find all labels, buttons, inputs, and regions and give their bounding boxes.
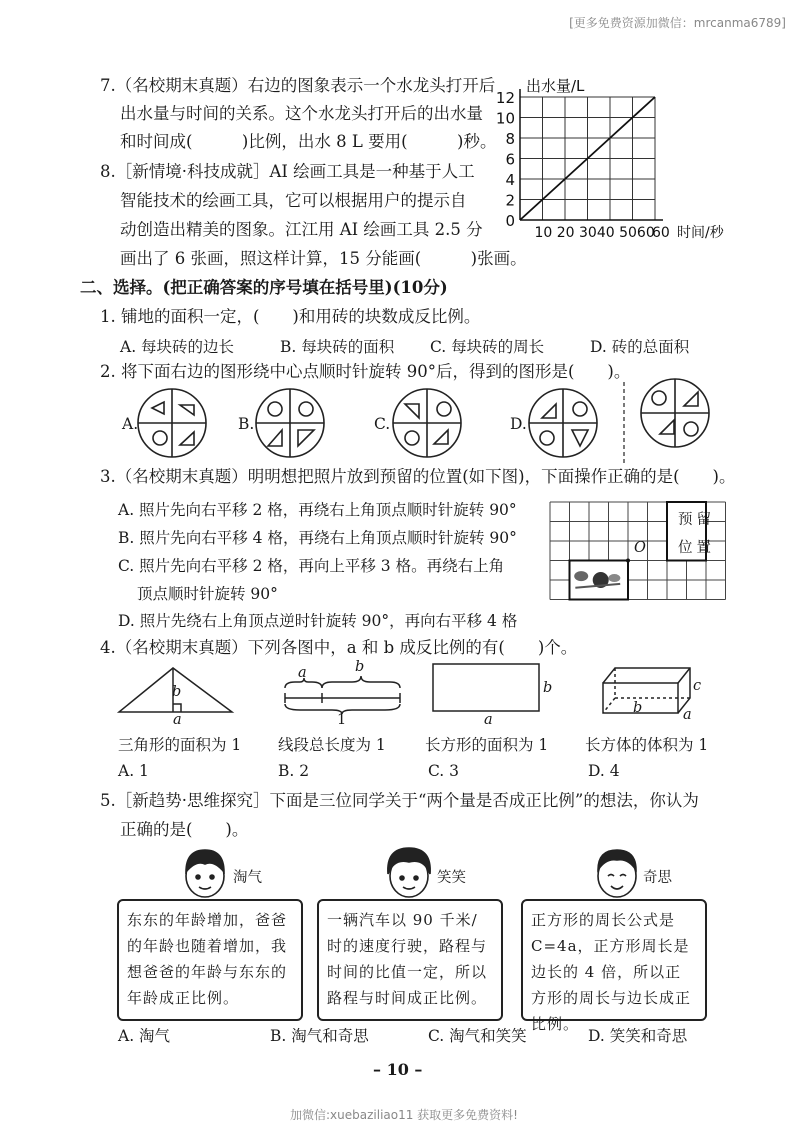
- q4-option-a[interactable]: A. 1: [118, 762, 149, 780]
- chart-y-tick-label: 2: [505, 191, 515, 210]
- q3-option-c[interactable]: C. 照片先向右平移 2 格，再向上平移 3 格。再绕右上角: [118, 557, 505, 575]
- page-number: – 10 –: [373, 1060, 423, 1079]
- q4-caption-3: 长方形的面积为 1: [425, 736, 549, 754]
- chart-y-tick-label: 12: [495, 89, 515, 107]
- q4-seg-b: b: [355, 659, 365, 675]
- student-name-xiaoxiao: 笑笑: [437, 870, 466, 886]
- chart-y-tick-label: 8: [505, 130, 515, 148]
- chart-x-axis-title: 时间/秒: [677, 225, 724, 241]
- speech-bubble-taoqi: 东东的年龄增加，爸爸的年龄也随着增加，我想爸爸的年龄与东东的年龄成正比例。: [117, 899, 303, 1021]
- reserve-label-2: 位置: [678, 540, 715, 556]
- q4-caption-2: 线段总长度为 1: [278, 736, 386, 754]
- q5-option-b[interactable]: B. 淘气和奇思: [270, 1027, 369, 1045]
- speech-bubble-qisi: 正方形的周长公式是 C=4a，正方形周长是边长的 4 倍，所以正方形的周长与边长成正比例。: [521, 899, 707, 1021]
- q4-tri-a: a: [173, 712, 182, 728]
- q7-line-1: 7.（名校期末真题）右边的图象表示一个水龙头打开后: [100, 76, 496, 95]
- section-2-title: 二、选择。(把正确答案的序号填在括号里)(10分): [80, 278, 448, 297]
- q2-option-d[interactable]: D.: [510, 415, 527, 433]
- q8-line-1: 8.［新情境·科技成就］AI 绘画工具是一种基于人工: [100, 162, 475, 181]
- q1-option-c[interactable]: C. 每块砖的周长: [430, 338, 545, 356]
- q4-cub-c: c: [693, 678, 702, 694]
- q4-stem: 4.（名校期末真题）下列各图中，a 和 b 成反比例的有( )个。: [100, 638, 578, 657]
- q4-tri-b: b: [172, 684, 182, 700]
- q5-option-a[interactable]: A. 淘气: [118, 1027, 171, 1045]
- q1-option-a[interactable]: A. 每块砖的边长: [120, 338, 235, 356]
- reserve-label-1: 预留: [678, 512, 715, 528]
- q1-option-b[interactable]: B. 每块砖的面积: [280, 338, 395, 356]
- chart-y-tick-label: 0: [505, 212, 515, 230]
- q8-line-4: 画出了 6 张画，照这样计算，15 分能画( )张画。: [120, 249, 527, 268]
- q1-stem: 1. 铺地的面积一定，( )和用砖的块数成反比例。: [100, 307, 481, 326]
- q8-line-3: 动创造出精美的图象。江江用 AI 绘画工具 2.5 分: [120, 220, 483, 239]
- q3-option-c-cont: 顶点顺时针旋转 90°: [137, 585, 278, 603]
- q4-rect-a: a: [484, 712, 493, 728]
- q3-option-a[interactable]: A. 照片先向右平移 2 格，再绕右上角顶点顺时针旋转 90°: [118, 501, 517, 519]
- bottom-watermark: 加微信:xuebaziliao11 获取更多免费资料!: [290, 1108, 518, 1122]
- q4-seg-a: a: [298, 665, 307, 681]
- chart-x-tick-label: 60: [652, 225, 670, 241]
- q1-option-d[interactable]: D. 砖的总面积: [590, 338, 690, 356]
- chart-y-tick-label: 4: [505, 171, 515, 189]
- speech-bubble-xiaoxiao: 一辆汽车以 90 千米/时的速度行驶，路程与时间的比值一定，所以路程与时间成正比例。: [317, 899, 503, 1021]
- q3-option-d[interactable]: D. 照片先绕右上角顶点逆时针旋转 90°，再向右平移 4 格: [118, 612, 518, 630]
- q4-cub-a: a: [683, 707, 692, 723]
- q4-caption-1: 三角形的面积为 1: [118, 736, 242, 754]
- q4-seg-one: 1: [337, 712, 347, 728]
- origin-label: O: [634, 540, 646, 556]
- q4-caption-4: 长方体的体积为 1: [585, 736, 709, 754]
- q7-line-3: 和时间成( )比例，出水 8 L 要用( )秒。: [120, 132, 497, 151]
- student-name-taoqi: 淘气: [233, 870, 262, 886]
- chart-x-tick-labels: 10 20 3040 5060: [534, 225, 655, 241]
- q2-stem: 2. 将下面右边的图形绕中心点顺时针旋转 90°后，得到的图形是( )。: [100, 362, 631, 381]
- q2-option-b[interactable]: B.: [238, 415, 255, 433]
- q4-option-d[interactable]: D. 4: [588, 762, 620, 780]
- q5-option-d[interactable]: D. 笑笑和奇思: [588, 1027, 688, 1045]
- student-name-qisi: 奇思: [643, 870, 672, 886]
- q4-option-c[interactable]: C. 3: [428, 762, 460, 780]
- q3-option-b[interactable]: B. 照片先向右平移 4 格，再绕右上角顶点顺时针旋转 90°: [118, 529, 517, 547]
- q5-stem-1: 5.［新趋势·思维探究］下面是三位同学关于“两个量是否成正比例”的想法，你认为: [100, 791, 699, 810]
- q8-line-2: 智能技术的绘画工具，它可以根据用户的提示自: [120, 191, 467, 210]
- chart-y-tick-label: 6: [505, 150, 515, 169]
- q5-stem-2: 正确的是( )。: [120, 820, 249, 839]
- chart-y-tick-label: 10: [495, 109, 515, 128]
- q2-option-a[interactable]: A.: [122, 415, 139, 433]
- q4-option-b[interactable]: B. 2: [278, 762, 310, 780]
- q4-cub-b: b: [633, 700, 643, 716]
- top-watermark: [更多免费资源加微信：mrcanma6789]: [569, 16, 786, 30]
- q7-line-2: 出水量与时间的关系。这个水龙头打开后的出水量: [120, 104, 483, 123]
- q4-rect-b: b: [543, 680, 553, 696]
- q3-stem: 3.（名校期末真题）明明想把照片放到预留的位置(如下图)，下面操作正确的是( )。: [100, 467, 736, 486]
- q2-option-c[interactable]: C.: [374, 415, 391, 433]
- q5-option-c[interactable]: C. 淘气和笑笑: [428, 1027, 527, 1045]
- chart-y-axis-title: 出水量/L: [526, 77, 585, 95]
